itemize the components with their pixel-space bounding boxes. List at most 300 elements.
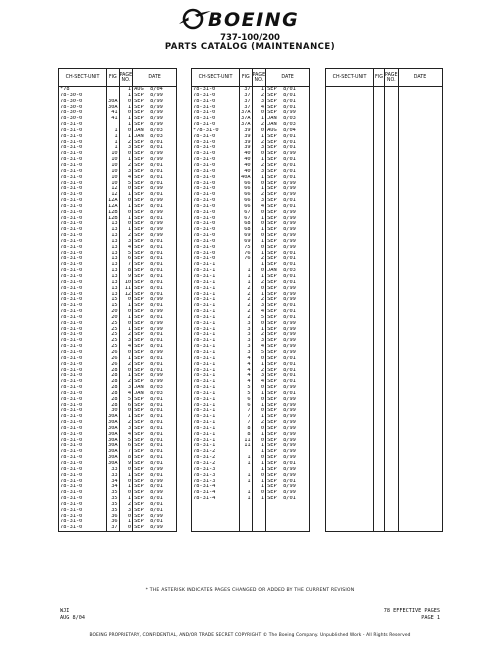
- fig-cell: 2: [240, 309, 253, 315]
- date-year: 8/01: [283, 262, 296, 268]
- date-year: 8/99: [283, 291, 296, 297]
- fig-cell: 28: [107, 403, 120, 409]
- date-month: SEP: [267, 379, 277, 385]
- page-cell: [385, 525, 399, 531]
- date-year: 8/99: [150, 349, 163, 355]
- date-month: JAN: [134, 390, 144, 396]
- page-cell: 2: [119, 332, 133, 338]
- chsect-cell: 78-31-0: [59, 408, 107, 414]
- date-year: 8/99: [150, 110, 163, 116]
- fig-cell: 13: [107, 256, 120, 262]
- footer-right: [384, 608, 440, 622]
- chsect-cell: 78-31-0: [192, 186, 240, 192]
- date-year: 8/99: [283, 244, 296, 250]
- table-row: [192, 525, 310, 531]
- fig-cell: 30A: [108, 104, 118, 110]
- fig-cell: 30A: [108, 443, 118, 449]
- page-cell: 0: [252, 245, 266, 251]
- fig-cell: 1: [107, 140, 120, 146]
- chsect-cell: 78-31-0: [192, 175, 240, 181]
- page-cell: 3: [252, 373, 266, 379]
- page-cell: 10: [119, 280, 133, 286]
- date-year: 8/99: [283, 443, 296, 449]
- date-month: SEP: [134, 291, 144, 297]
- boeing-logo: [178, 6, 328, 32]
- page-cell: 1: [252, 479, 266, 485]
- date-month: SEP: [267, 437, 277, 443]
- page-cell: 0: [119, 186, 133, 192]
- fig-cell: 69: [240, 233, 253, 239]
- date-month: SEP: [267, 455, 277, 461]
- page-cell: 3: [119, 338, 133, 344]
- chsect-cell: 78-31-1: [192, 379, 240, 385]
- fig-cell: 1: [240, 479, 253, 485]
- page-cell: 0: [252, 268, 266, 274]
- page-cell: 1: [119, 327, 133, 333]
- date-month: SEP: [134, 157, 144, 163]
- chsect-cell: 78-31-1: [192, 286, 240, 292]
- fig-cell: 69: [240, 239, 253, 245]
- fig-cell: 20: [107, 315, 120, 321]
- chsect-cell: 78-31-0: [192, 227, 240, 233]
- chsect-cell: 78-31-4: [192, 484, 240, 490]
- date-month: SEP: [134, 490, 144, 496]
- chsect-cell: 78-30-0: [59, 99, 107, 105]
- date-year: 8/01: [150, 455, 163, 461]
- chsect-cell: 78-31-1: [192, 362, 240, 368]
- date-year: 8/01: [283, 162, 296, 168]
- date-month: SEP: [267, 484, 277, 490]
- fig-cell: 39: [240, 134, 253, 140]
- aircraft-model: 737-100/200: [220, 33, 280, 43]
- date-year: 8/99: [150, 151, 163, 157]
- date-year: 8/99: [283, 110, 296, 116]
- date-month: SEP: [134, 233, 144, 239]
- date-year: 8/01: [150, 262, 163, 268]
- date-month: SEP: [267, 192, 277, 198]
- chsect-cell: 78-31-0: [192, 210, 240, 216]
- date-month: SEP: [134, 139, 144, 145]
- fig-cell: 13: [107, 280, 120, 286]
- chsect-cell: 78-31-0: [192, 245, 240, 251]
- date-month: SEP: [134, 355, 144, 361]
- date-month: SEP: [267, 320, 277, 326]
- date-month: SEP: [134, 361, 144, 367]
- chsect-cell: 78-31-0: [192, 134, 240, 140]
- fig-cell: 30A: [108, 449, 118, 455]
- date-year: 8/01: [283, 361, 296, 367]
- page-cell: 1: [252, 274, 266, 280]
- date-year: 8/01: [150, 472, 163, 478]
- date-year: 8/01: [150, 314, 163, 320]
- page-cell: 5: [119, 251, 133, 257]
- page-cell: 1: [252, 496, 266, 502]
- page-cell: 1: [119, 484, 133, 490]
- page-cell: 3: [252, 169, 266, 175]
- chsect-cell: 78-31-3: [192, 479, 240, 485]
- date-month: SEP: [267, 291, 277, 297]
- date-year: 8/99: [283, 320, 296, 326]
- date-year: 8/03: [150, 385, 163, 391]
- page-cell: 1: [252, 134, 266, 140]
- date-year: 8/99: [283, 431, 296, 437]
- fig-cell: 3: [240, 332, 253, 338]
- date-month: SEP: [267, 180, 277, 186]
- date-year: 8/99: [150, 297, 163, 303]
- date-year: 8/01: [150, 414, 163, 420]
- page-cell: 0: [252, 151, 266, 157]
- fig-cell: 10: [107, 175, 120, 181]
- page-cell: 4: [119, 175, 133, 181]
- asterisk-footnote: * THE ASTERISK INDICATES PAGES CHANGED OR ADDED BY THE CURRENT REVISION: [145, 588, 355, 593]
- page-cell: 0: [119, 321, 133, 327]
- date-year: 8/99: [283, 326, 296, 332]
- date-month: SEP: [267, 133, 277, 139]
- fig-cell: 33: [107, 473, 120, 479]
- page-cell: 0: [119, 210, 133, 216]
- footer-section-label: 78 EFFECTIVE PAGES: [383, 608, 440, 614]
- page-cell: 1: [252, 292, 266, 298]
- date-year: 8/99: [283, 192, 296, 198]
- date-month: SEP: [267, 326, 277, 332]
- date-year: 8/01: [150, 303, 163, 309]
- date-month: SEP: [134, 180, 144, 186]
- page-cell: 1: [119, 216, 133, 222]
- date-month: SEP: [134, 478, 144, 484]
- date-month: SEP: [134, 349, 144, 355]
- chsect-cell: 78-30-0: [59, 105, 107, 111]
- fig-cell: 39: [240, 140, 253, 146]
- page-cell: 1: [119, 356, 133, 362]
- date-year: 8/01: [150, 250, 163, 256]
- chsect-cell: 78-31-1: [192, 403, 240, 409]
- fig-cell: 13: [107, 239, 120, 245]
- date-year: 8/99: [283, 285, 296, 291]
- page-cell: 0: [252, 286, 266, 292]
- fig-cell: 5: [240, 391, 253, 397]
- fig-cell: 40: [240, 163, 253, 169]
- chsect-cell: 78-31-1: [192, 385, 240, 391]
- chsect-cell: 78-31-3: [192, 467, 240, 473]
- date-year: 8/01: [150, 291, 163, 297]
- date-month: SEP: [267, 408, 277, 414]
- date-month: SEP: [267, 314, 277, 320]
- date-month: SEP: [267, 332, 277, 338]
- date-year: 8/01: [150, 332, 163, 338]
- page-cell: 2: [119, 362, 133, 368]
- date-month: SEP: [134, 186, 144, 192]
- date-year: 8/01: [150, 168, 163, 174]
- date-year: 8/99: [283, 238, 296, 244]
- chsect-cell: 78-31-0: [59, 181, 107, 187]
- date-year: 8/99: [283, 332, 296, 338]
- chsect-cell: 78-31-0: [59, 233, 107, 239]
- date-year: 8/99: [150, 478, 163, 484]
- page-cell: 0: [119, 490, 133, 496]
- fig-cell: 13: [107, 233, 120, 239]
- fig-cell: 30A: [108, 461, 118, 466]
- fig-cell: 33: [107, 467, 120, 473]
- fig-cell: 2: [240, 315, 253, 321]
- fig-cell: 5: [240, 385, 253, 391]
- fig-cell: 40: [240, 151, 253, 157]
- fig-cell: 20: [107, 309, 120, 315]
- date-month: SEP: [267, 110, 277, 116]
- chsect-cell: 78-31-0: [59, 414, 107, 420]
- chsect-cell: 78-31-0: [59, 204, 107, 210]
- page-cell: 3: [119, 426, 133, 432]
- page-cell: 3: [252, 198, 266, 204]
- date-year: 8/01: [150, 162, 163, 168]
- date-year: 8/99: [283, 490, 296, 496]
- date-month: SEP: [134, 209, 144, 215]
- col-header-chsect: CH-SECT-UNIT: [192, 69, 240, 87]
- fig-cell: 4: [240, 362, 253, 368]
- chsect-cell: 78-31-1: [192, 443, 240, 449]
- page-cell: 0: [252, 128, 266, 134]
- chsect-cell: 78-31-0: [59, 186, 107, 192]
- chsect-cell: 78-31-0: [59, 239, 107, 245]
- fig-cell: 37: [240, 87, 253, 93]
- chsect-cell: 78-31-0: [59, 426, 107, 432]
- date-year: 8/99: [150, 98, 163, 104]
- page-cell: 0: [119, 221, 133, 227]
- date-month: SEP: [267, 338, 277, 344]
- fig-cell: 4: [240, 373, 253, 379]
- chsect-cell: 78-31-0: [59, 286, 107, 292]
- date-year: 8/01: [150, 338, 163, 344]
- page-cell: 0: [252, 210, 266, 216]
- date-year: 8/99: [150, 209, 163, 215]
- fig-cell: 8: [240, 426, 253, 432]
- date-month: SEP: [134, 420, 144, 426]
- fig-cell: 30: [107, 408, 120, 414]
- date-year: 8/01: [150, 437, 163, 443]
- chsect-cell: 78-31-0: [59, 251, 107, 257]
- chsect-cell: 78-31-1: [192, 350, 240, 356]
- date-month: SEP: [134, 215, 144, 221]
- fig-cell: 2: [240, 286, 253, 292]
- date-month: SEP: [267, 449, 277, 455]
- date-month: SEP: [134, 443, 144, 449]
- fig-cell: 76: [240, 256, 253, 262]
- page-cell: 4: [252, 379, 266, 385]
- page-cell: 1: [252, 327, 266, 333]
- page-title: PARTS CATALOG (MAINTENANCE): [164, 42, 336, 52]
- page-cell: 1: [252, 186, 266, 192]
- fig-cell: 12A: [108, 203, 118, 209]
- date-month: SEP: [134, 250, 144, 256]
- fig-cell: 30A: [108, 420, 118, 426]
- chsect-cell: 78-31-0: [59, 338, 107, 344]
- fig-cell: 35: [107, 490, 120, 496]
- date-year: 8/01: [150, 355, 163, 361]
- date-month: SEP: [267, 151, 277, 157]
- fig-cell: 67: [240, 216, 253, 222]
- date-month: JAN: [134, 133, 144, 139]
- date-year: 8/01: [150, 461, 163, 466]
- page-cell: 4: [119, 391, 133, 397]
- chsect-cell: 78-31-0: [59, 496, 107, 502]
- chsect-cell: 78-31-0: [59, 175, 107, 181]
- page-cell: 1: [119, 122, 133, 128]
- page-cell: 0: [119, 514, 133, 520]
- chsect-cell: 78-31-0: [59, 391, 107, 397]
- fig-cell: 1: [240, 496, 253, 502]
- date-month: SEP: [134, 519, 144, 525]
- fig-cell: 15: [107, 297, 120, 303]
- date-year: 8/99: [283, 180, 296, 186]
- fig-cell: 15: [107, 303, 120, 309]
- chsect-cell: 78-31-0: [192, 239, 240, 245]
- date-year: 8/99: [283, 349, 296, 355]
- page-cell: 1: [119, 204, 133, 210]
- date-month: SEP: [267, 256, 277, 262]
- chsect-cell: 78-31-1: [192, 297, 240, 303]
- col-header-fig: FIG: [107, 69, 120, 87]
- fig-cell: 28: [107, 379, 120, 385]
- footer-airline-code: WJI: [60, 608, 70, 614]
- fig-cell: 41: [107, 116, 120, 122]
- page-cell: 1: [119, 192, 133, 198]
- page-cell: 0: [252, 181, 266, 187]
- page-cell: 2: [119, 379, 133, 385]
- fig-cell: 36: [107, 514, 120, 520]
- date-year: 8/01: [150, 501, 163, 507]
- chsect-cell: 78-31-0: [59, 145, 107, 151]
- date-year: 8/01: [150, 431, 163, 437]
- date-year: 8/01: [150, 192, 163, 198]
- date-year: 8/04: [283, 127, 296, 133]
- date-year: 8/01: [150, 484, 163, 490]
- date-month: SEP: [267, 431, 277, 437]
- fig-cell: 1: [107, 134, 120, 140]
- date-year: 8/01: [283, 139, 296, 145]
- date-year: 8/01: [150, 274, 163, 279]
- date-year: 8/99: [283, 344, 296, 350]
- date-year: 8/01: [283, 390, 296, 396]
- date-year: 8/01: [283, 496, 296, 502]
- fig-cell: 40: [240, 169, 253, 175]
- date-year: 8/01: [283, 203, 296, 209]
- date-month: SEP: [134, 338, 144, 344]
- chsect-cell: [192, 525, 240, 531]
- page-cell: 2: [252, 280, 266, 286]
- chsect-cell: 78-31-0: [59, 303, 107, 309]
- date-month: JAN: [267, 116, 277, 122]
- chsect-cell: 78-31-0: [59, 327, 107, 333]
- date-year: 8/01: [283, 355, 296, 361]
- page-cell: 1: [119, 93, 133, 99]
- col-header-fig: FIG: [374, 69, 385, 87]
- date-year: 8/99: [150, 198, 163, 204]
- chsect-cell: 78-30-0: [59, 116, 107, 122]
- fig-cell: 66: [240, 198, 253, 204]
- date-year: 8/01: [150, 279, 163, 285]
- chsect-cell: 78-31-0: [59, 385, 107, 391]
- date-year: 8/99: [283, 385, 296, 391]
- fig-cell: 37A: [241, 110, 251, 116]
- chsect-cell: 78-31-0: [59, 128, 107, 134]
- date-month: SEP: [134, 262, 144, 268]
- date-month: SEP: [134, 373, 144, 379]
- col-header-chsect: CH-SECT-UNIT: [59, 69, 107, 87]
- date-month: SEP: [267, 168, 277, 174]
- date-year: 8/99: [283, 414, 296, 420]
- fig-cell: 28: [107, 397, 120, 403]
- fig-cell: 37: [107, 525, 120, 531]
- date-month: SEP: [267, 478, 277, 484]
- date-year: 8/99: [283, 227, 296, 233]
- chsect-cell: 78-30-0: [59, 93, 107, 99]
- date-month: SEP: [267, 98, 277, 104]
- fig-cell: 28: [107, 391, 120, 397]
- fig-cell: 13: [107, 251, 120, 257]
- page-cell: 1: [252, 239, 266, 245]
- fig-cell: 13: [107, 274, 120, 280]
- date-cell: [266, 525, 310, 531]
- page-cell: 6: [119, 403, 133, 409]
- fig-cell: 66: [240, 186, 253, 192]
- fig-cell: 10: [107, 181, 120, 187]
- date-year: 8/99: [150, 379, 163, 385]
- chsect-cell: 78-31-0: [59, 449, 107, 455]
- date-year: 8/01: [283, 314, 296, 320]
- date-month: SEP: [134, 309, 144, 315]
- fig-cell: 3: [240, 344, 253, 350]
- page-cell: 0: [119, 151, 133, 157]
- date-month: SEP: [134, 326, 144, 332]
- page-cell: 3: [252, 145, 266, 151]
- date-month: SEP: [134, 414, 144, 420]
- proprietary-notice: BOEING PROPRIETARY, CONFIDENTIAL, AND/OR TRADE SECRET COPYRIGHT © The Boeing Company. Unpublished Work - All Rights Reserved: [89, 633, 411, 638]
- date-month: SEP: [134, 268, 144, 274]
- fig-cell: 39: [240, 145, 253, 151]
- fig-cell: 30A: [108, 437, 118, 443]
- date-year: 8/01: [150, 238, 163, 244]
- date-month: SEP: [267, 420, 277, 426]
- date-year: 8/01: [150, 256, 163, 262]
- chsect-cell: 78-31-0: [192, 110, 240, 116]
- date-year: 8/99: [150, 157, 163, 163]
- chsect-cell: 78-31-0: [192, 122, 240, 128]
- date-month: SEP: [267, 262, 277, 268]
- page-cell: 0: [119, 110, 133, 116]
- page-cell: 5: [252, 350, 266, 356]
- page-cell: 0: [252, 455, 266, 461]
- fig-cell: 4: [240, 356, 253, 362]
- chsect-cell: 78-31-0: [59, 292, 107, 298]
- chsect-cell: 78-31-1: [192, 315, 240, 321]
- date-month: SEP: [267, 238, 277, 244]
- page-cell: 0: [119, 128, 133, 134]
- fig-cell: 25: [107, 338, 120, 344]
- date-year: 8/99: [283, 484, 296, 490]
- date-month: SEP: [134, 484, 144, 490]
- date-month: SEP: [267, 274, 277, 279]
- date-month: JAN: [134, 127, 144, 133]
- chsect-cell: 78-31-1: [192, 280, 240, 286]
- date-year: 8/03: [283, 116, 296, 122]
- date-month: SEP: [267, 198, 277, 204]
- table-row: [326, 525, 443, 531]
- chsect-cell: 78-31-0: [192, 116, 240, 122]
- page-cell: 1: [252, 432, 266, 438]
- date-month: SEP: [134, 279, 144, 285]
- date-month: SEP: [134, 192, 144, 198]
- chsect-cell: 78-31-0: [192, 204, 240, 210]
- fig-cell: 10: [107, 157, 120, 163]
